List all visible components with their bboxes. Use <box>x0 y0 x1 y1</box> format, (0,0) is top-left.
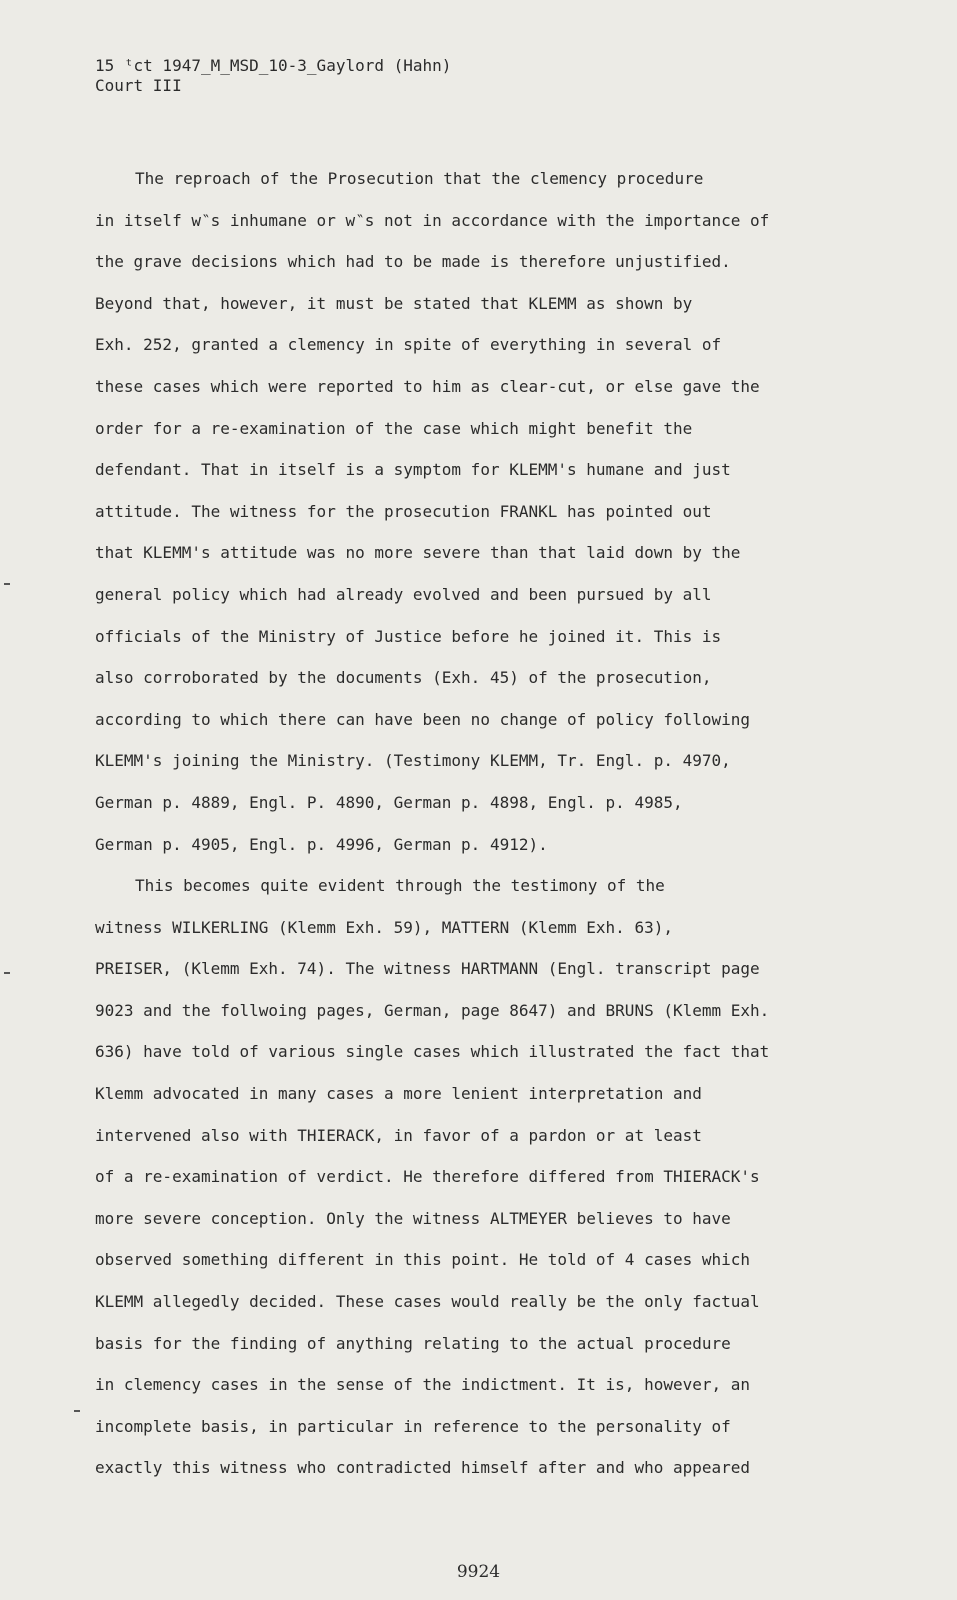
text-line: order for a re-examination of the case which might benefit the <box>95 418 693 438</box>
text-line: KLEMM allegedly decided. These cases would really be the only factual <box>95 1292 760 1312</box>
page-number: 9924 <box>456 1562 501 1582</box>
text-line: German p. 4889, Engl. P. 4890, German p. 4898, Engl. p. 4985, <box>95 792 683 812</box>
header-date-line: 15 ᵗct 1947_M_MSD_10-3_Gaylord (Hahn) <box>95 56 452 75</box>
text-line: observed something different in this point. He told of 4 cases which <box>95 1250 751 1270</box>
text-line: in clemency cases in the sense of the indictment. It is, however, an <box>95 1375 751 1395</box>
text-line: KLEMM's joining the Ministry. (Testimony KLEMM, Tr. Engl. p. 4970, <box>95 751 731 771</box>
text-line: general policy which had already evolved and been pursued by all <box>95 584 712 604</box>
text-line: according to which there can have been no change of policy following <box>95 709 751 729</box>
text-line: PREISER, (Klemm Exh. 74). The witness HARTMANN (Engl. transcript page <box>95 959 760 979</box>
text-line: The reproach of the Prosecution that the clemency procedure <box>135 169 704 188</box>
text-line: the grave decisions which had to be made is therefore unjustified. <box>95 252 731 272</box>
text-line: witness WILKERLING (Klemm Exh. 59), MATTERN (Klemm Exh. 63), <box>95 917 673 937</box>
text-line: that KLEMM's attitude was no more severe than that laid down by the <box>95 543 741 563</box>
text-line: incomplete basis, in particular in reference to the personality of <box>95 1416 731 1436</box>
header-court-line: Court III <box>95 76 182 95</box>
document-header <box>95 56 451 96</box>
text-line: basis for the finding of anything relating to the actual procedure <box>95 1333 731 1353</box>
document-body <box>95 158 835 1489</box>
text-line: more severe conception. Only the witness ALTMEYER believes to have <box>95 1208 731 1228</box>
margin-mark <box>4 583 10 585</box>
text-line: also corroborated by the documents (Exh. 45) of the prosecution, <box>95 668 712 688</box>
text-line: officials of the Ministry of Justice before he joined it. This is <box>95 626 722 646</box>
margin-mark <box>74 1410 80 1412</box>
text-line: 636) have told of various single cases which illustrated the fact that <box>95 1042 770 1062</box>
text-line: Beyond that, however, it must be stated that KLEMM as shown by <box>95 293 693 313</box>
text-line: This becomes quite evident through the testimony of the <box>135 876 665 896</box>
text-line: exactly this witness who contradicted himself after and who appeared <box>95 1458 751 1478</box>
text-line: in itself w‶s inhumane or w‶s not in accordance with the importance of <box>95 210 770 230</box>
text-line: intervened also with THIERACK, in favor of a pardon or at least <box>95 1125 702 1145</box>
text-line: 9023 and the follwoing pages, German, page 8647) and BRUNS (Klemm Exh. <box>95 1000 770 1020</box>
text-line: Klemm advocated in many cases a more lenient interpretation and <box>95 1084 702 1104</box>
text-line: Exh. 252, granted a clemency in spite of everything in several of <box>95 335 722 355</box>
text-line: of a re-examination of verdict. He therefore differed from THIERACK's <box>95 1167 760 1187</box>
margin-mark <box>4 972 10 974</box>
text-line: defendant. That in itself is a symptom for KLEMM's humane and just <box>95 460 731 480</box>
text-line: attitude. The witness for the prosecution FRANKL has pointed out <box>95 501 712 521</box>
text-line: these cases which were reported to him as clear-cut, or else gave the <box>95 376 760 396</box>
text-line: German p. 4905, Engl. p. 4996, German p. 4912). <box>95 834 548 854</box>
